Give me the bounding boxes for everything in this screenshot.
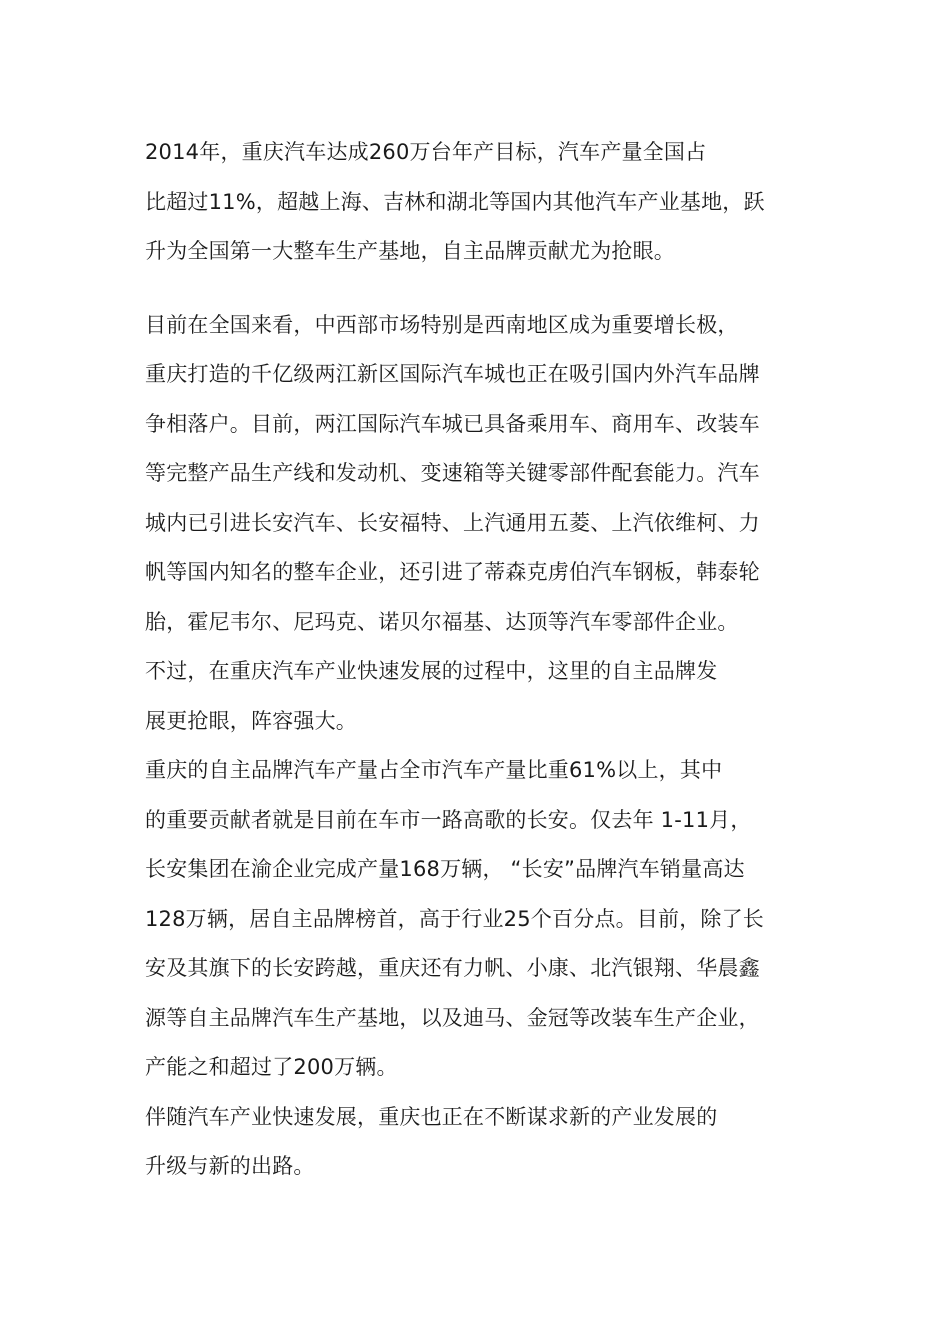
paragraph-line: 目前在全国来看，中西部市场特别是西南地区成为重要增长极， [145,312,739,337]
paragraph-1 [145,128,815,277]
paragraph-line: 争相落户。目前，两江国际汽车城已具备乘用车、商用车、改装车 [145,411,760,436]
paragraph-line: 等完整产品生产线和发动机、变速箱等关键零部件配套能力。汽车 [145,461,760,485]
paragraph-line: 产能之和超过了200万辆。 [145,1055,398,1079]
paragraph-line: 源等自主品牌汽车生产基地，以及迪马、金冠等改装车生产企业， [145,1005,760,1030]
paragraph-line: 升为全国第一大整车生产基地，自主品牌贡献尤为抢眼。 [145,239,675,263]
paragraph-line: 重庆的自主品牌汽车产量占全市汽车产量比重61%以上，其中 [145,758,723,782]
paragraph-line: 胎，霍尼韦尔、尼玛克、诺贝尔福基、达顶等汽车零部件企业。 [145,609,739,634]
paragraph-line: 不过，在重庆汽车产业快速发展的过程中，这里的自主品牌发 [145,659,718,683]
paragraph-4 [145,746,815,1093]
paragraph-3 [145,647,815,746]
paragraph-line: 的重要贡献者就是目前在车市一路高歌的长安。仅去年 1-11月， [145,807,752,832]
paragraph-line: 伴随汽车产业快速发展，重庆也正在不断谋求新的产业发展的 [145,1104,718,1129]
paragraph-5 [145,1093,815,1192]
paragraph-line: 2014年，重庆汽车达成260万台年产目标，汽车产量全国占 [145,140,707,164]
paragraph-line: 帆等国内知名的整车企业，还引进了蒂森克虏伯汽车钢板，韩泰轮 [145,560,760,584]
paragraph-line: 128万辆，居自主品牌榜首，高于行业25个百分点。目前，除了长 [145,906,765,931]
paragraph-line: 安及其旗下的长安跨越，重庆还有力帆、小康、北汽银翔、华晨鑫 [145,956,760,980]
paragraph-line: 展更抢眼，阵容强大。 [145,708,357,733]
paragraph-line: 城内已引进长安汽车、长安福特、上汽通用五菱、上汽依维柯、力 [145,510,760,535]
paragraph-line: 升级与新的出路。 [145,1154,315,1178]
paragraph-2 [145,301,815,648]
document-body [145,128,815,1192]
paragraph-line: 长安集团在渝企业完成产量168万辆， “长安”品牌汽车销量高达 [145,857,745,881]
paragraph-line: 重庆打造的千亿级两江新区国际汽车城也正在吸引国内外汽车品牌 [145,362,760,386]
paragraph-line: 比超过11%，超越上海、吉林和湖北等国内其他汽车产业基地，跃 [145,189,765,214]
